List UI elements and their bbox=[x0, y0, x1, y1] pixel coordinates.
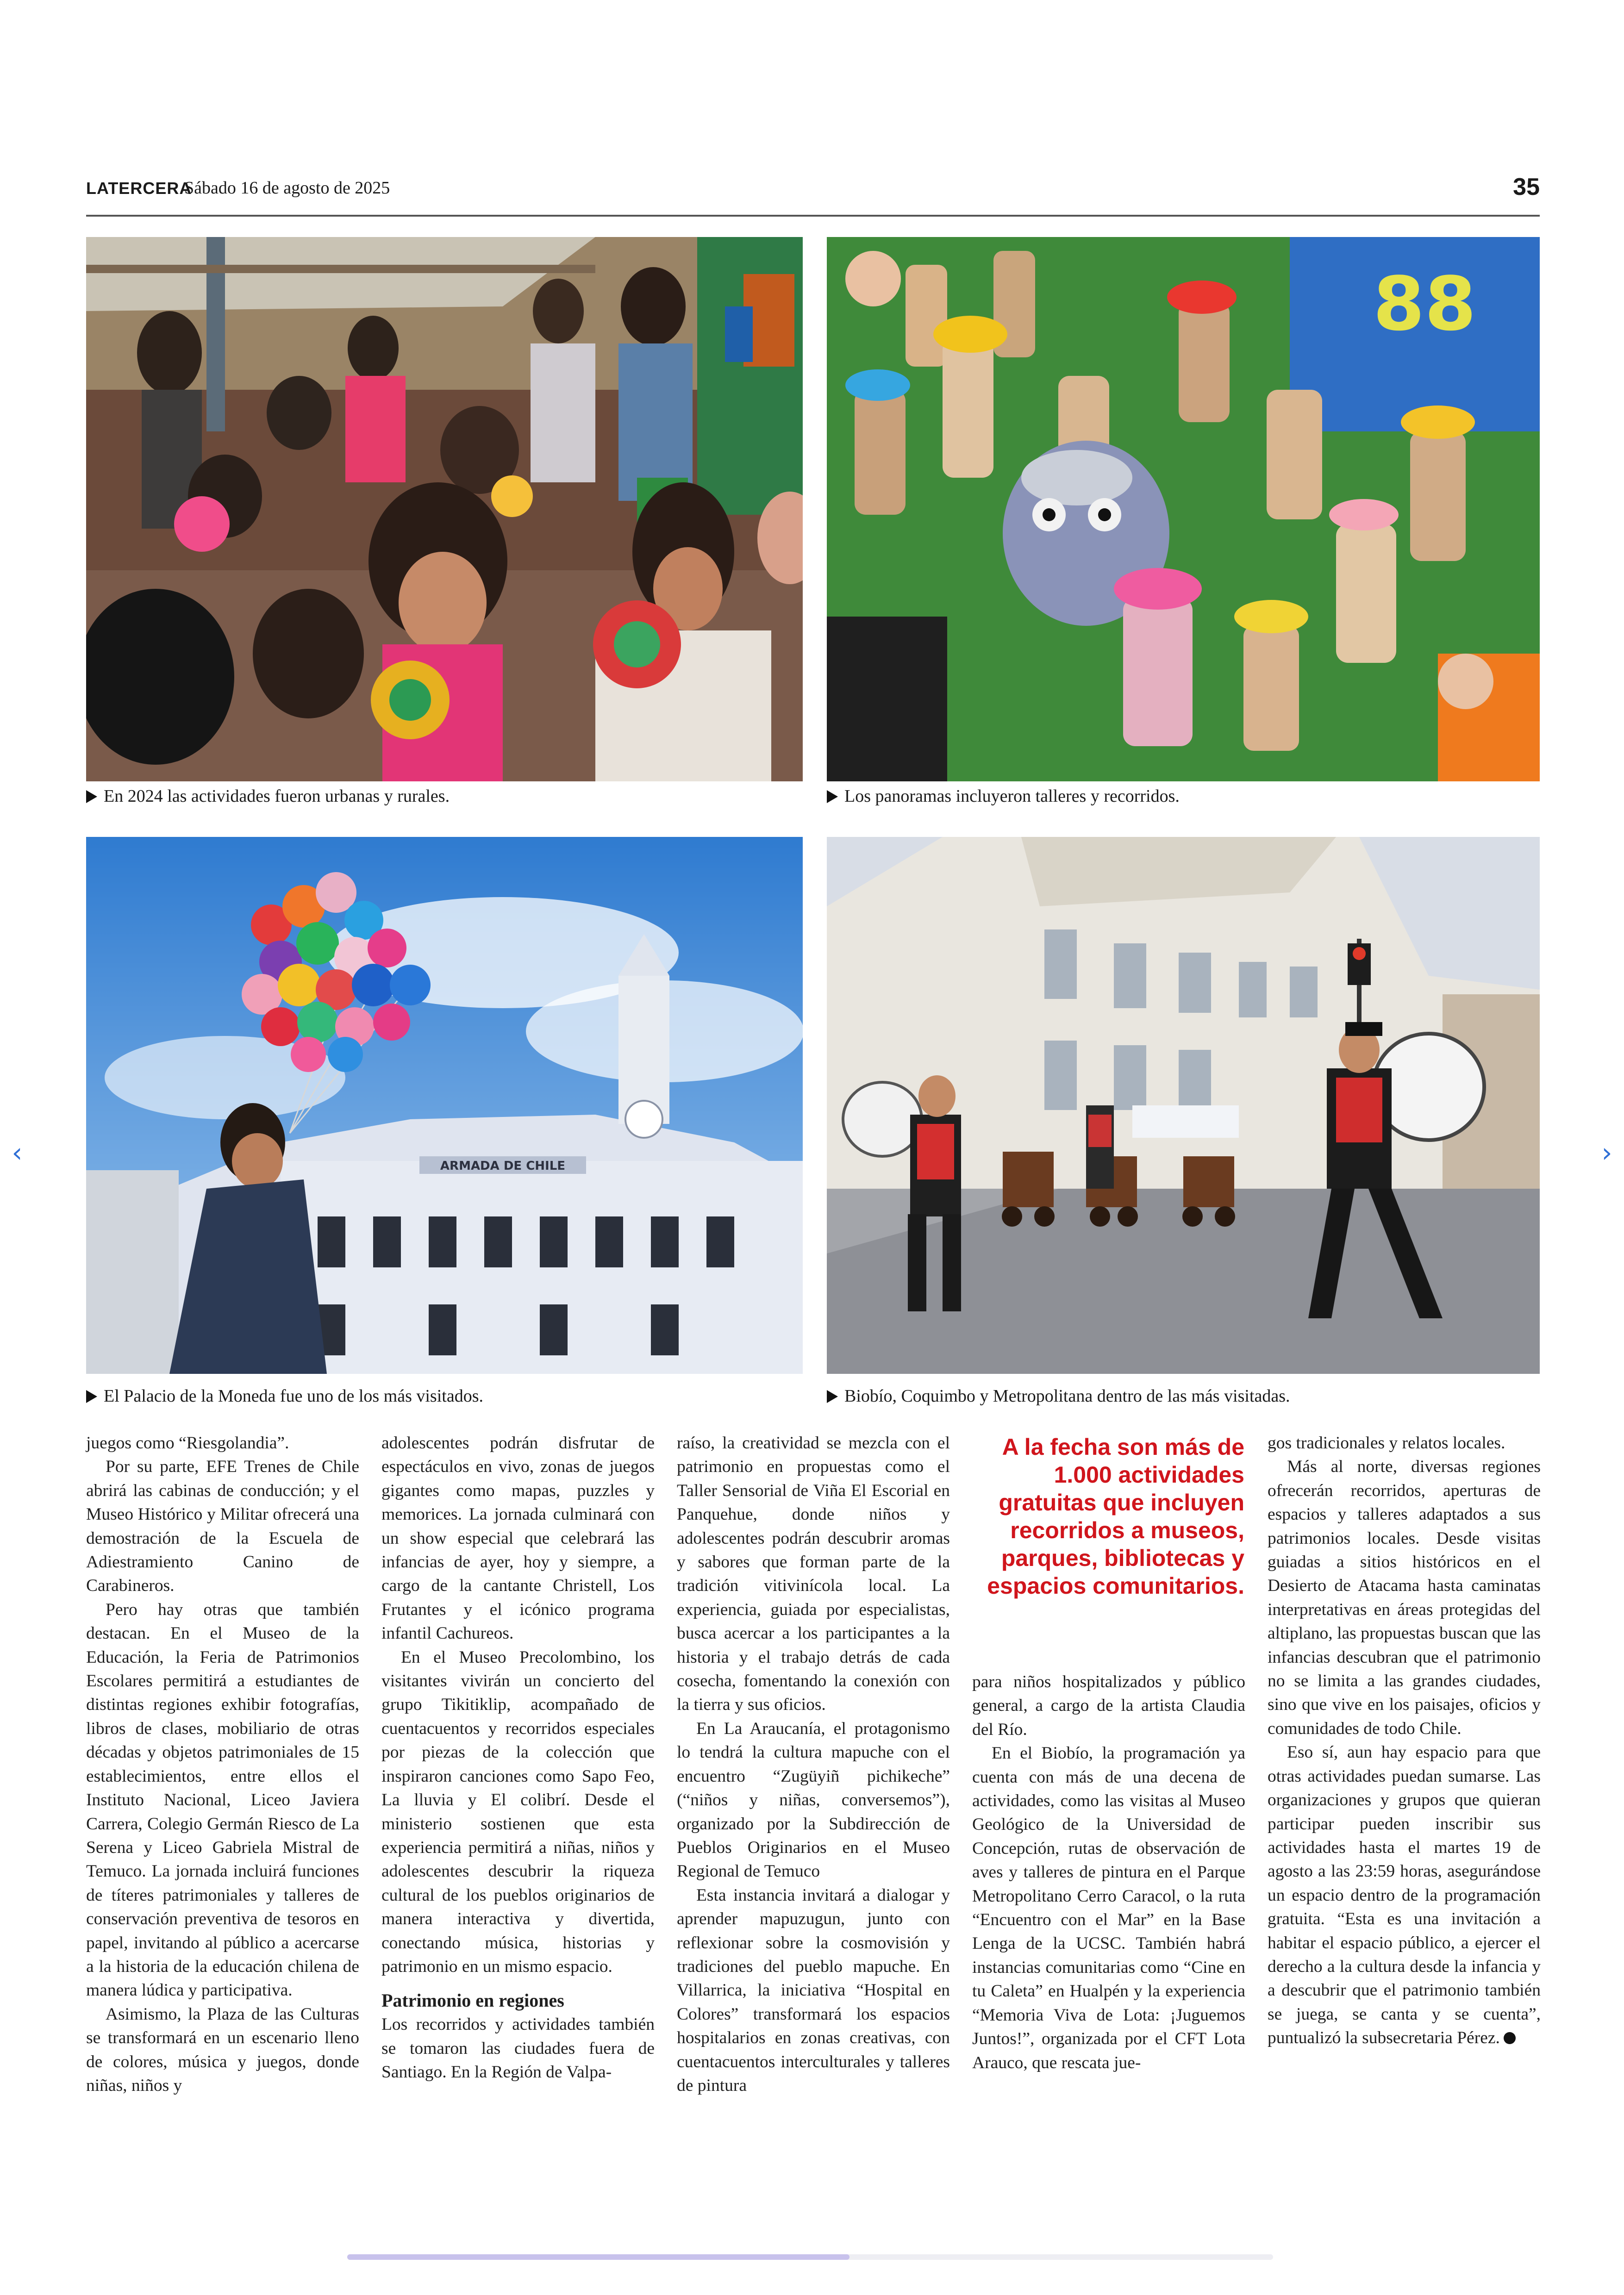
paragraph: Eso sí, aun hay espacio para que otras actividades puedan sumarse. Las organizaciones y grupos que quieran participar pueden inscribir sus actividades hasta el martes 19 de agosto a las 23:59 horas, asegurándose un espacio dentro de la programación gratuita. “Esta es una invitación a habitar el espacio público, a ejercer el derecho a la cultura desde la infancia y a descubrir que el patrimonio también se juega, se canta y se cuenta”, puntualizó la subsecretaria Pérez. bbox=[1268, 1743, 1541, 2048]
photo-drummers bbox=[827, 837, 1540, 1374]
previous-page-icon[interactable]: ‹ bbox=[12, 1137, 23, 1168]
photo-caption: Los panoramas incluyeron talleres y recorridos. bbox=[827, 786, 1180, 806]
paragraph: Pero hay otras que también destacan. En el Museo de la Educación, la Feria de Patrimonios Escolares permitirá a estudiantes de distintas regiones exhibir fotografías, libros de clases, mobiliario de otras décadas y objetos patrimoniales de 15 establecimientos, entre ellos el Instituto Nacional, Liceo Javiera Carrera, Colegio Germán Riesco de La Serena y Liceo Gabriela Mistral de Temuco. La jornada incluirá funciones de títeres patrimoniales y talleres de conservación preventiva de tesoros en papel, invitando al público a acercarse a la historia de la educación chilena de manera lúdica y participativa. bbox=[86, 1600, 359, 2000]
photo-balloons-building bbox=[86, 837, 803, 1374]
caption-triangle-icon bbox=[827, 790, 838, 803]
caption-triangle-icon bbox=[827, 1390, 838, 1403]
pull-quote: A la fecha son más de 1.000 actividades gratuitas que incluyen recorridos a museos, parques, bibliotecas y espacios comunitarios. bbox=[987, 1434, 1244, 1599]
page-header bbox=[86, 175, 1540, 217]
article-column-5 bbox=[1268, 1431, 1541, 2050]
end-of-article-icon bbox=[1504, 2032, 1516, 2044]
photo-caption: En 2024 las actividades fueron urbanas y rurales. bbox=[86, 786, 450, 806]
article-column-2 bbox=[381, 1431, 655, 2084]
issue-date: Sábado 16 de agosto de 2025 bbox=[184, 178, 390, 198]
paragraph: adolescentes podrán disfrutar de espectáculos en vivo, zonas de juegos gigantes como mapas, puzzles y memorices. La jornada culminará con un show especial que celebrará las infancias de ayer, hoy y siempre, a cargo de la cantante Christell, Los Frutantes y el icónico programa infantil Cachureos. bbox=[381, 1434, 655, 1643]
paragraph: Esta instancia invitará a dialogar y aprender mapuzugun, junto con reflexionar sobre la cosmovisión y tradiciones del pueblo mapuche. En Villarrica, la iniciativa “Hospital en Colores” transformará los espacios hospitalarios en zonas creativas, con cuentacuentos interculturales y talleres de pintura bbox=[677, 1885, 950, 2095]
paragraph: En La Araucanía, el protagonismo lo tendrá la cultura mapuche con el encuentro “Zugüyiñ pichikeche” (“niños y niñas, conversemos”), organizado por la Subdirección de Pueblos Originarios en el Museo Regional de Temuco bbox=[677, 1719, 950, 1881]
article-column-1 bbox=[86, 1431, 359, 2097]
scrollbar-thumb[interactable] bbox=[347, 2254, 849, 2260]
photo-museum-children bbox=[86, 237, 803, 781]
caption-triangle-icon bbox=[86, 1390, 97, 1403]
newspaper-brand: LATERCERA bbox=[86, 179, 192, 198]
paragraph: En el Museo Precolombino, los visitantes vivirán un concierto del grupo Tikitiklip, acompañado de cuentacuentos y recorridos especiales por piezas de la colección que inspiraron canciones como Sapo Feo, La lluvia y El colibrí. Desde el ministerio sostienen que esta experiencia permitirá a niñas, niños y adolescentes descubrir la riqueza cultural de los pueblos originarios de manera interactiva y divertida, conectando música, historias y patrimonio en un mismo espacio. bbox=[381, 1647, 655, 1976]
caption-triangle-icon bbox=[86, 790, 97, 803]
article-column-3 bbox=[677, 1431, 950, 2097]
paragraph: Los recorridos y actividades también se tomaron las ciudades fuera de Santiago. En la Región de Valpa- bbox=[381, 2015, 655, 2082]
paragraph: juegos como “Riesgolandia”. bbox=[86, 1434, 289, 1453]
page-number: 35 bbox=[1513, 174, 1540, 200]
photo-caption: El Palacio de la Moneda fue uno de los más visitados. bbox=[86, 1386, 483, 1406]
paragraph: En el Biobío, la programación ya cuenta con más de una decena de actividades, como las visitas al Museo Geológico de la Universidad de Concepción, rutas de observación de aves y talleres de pintura en el Parque Metropolitano Cerro Caracol, o la ruta “Encuentro con el Mar” en la Base Lenga de la UCSC. También habrá instancias comunitarias como “Cine en tu Caleta” en Hualpén y la experiencia “Memoria Viva de Lota: ¡Juguemos Juntos!”, organizada por el CFT Lota Arauco, que rescata jue- bbox=[972, 1744, 1245, 2072]
building-sign: ARMADA DE CHILE bbox=[440, 1159, 566, 1173]
paragraph: Por su parte, EFE Trenes de Chile abrirá las cabinas de conducción; y el Museo Histórico y Militar ofrecerá una demostración de la Escuela de Adiestramiento Canino de Carabineros. bbox=[86, 1457, 359, 1596]
section-heading: Patrimonio en regiones bbox=[381, 1990, 564, 2011]
svg-text:88: 88 bbox=[1373, 261, 1476, 347]
paragraph: raíso, la creatividad se mezcla con el patrimonio en propuestas como el Taller Sensorial de Viña El Escorial en Panquehue, donde niños y adolescentes podrán descubrir aromas y sabores que forman parte de la tradición vitivinícola local. La experiencia, guiada por especialistas, busca acercar a los participantes a la historia y el trabajo detrás de cada cosecha, fomentando la conexión con la tierra y sus oficios. bbox=[677, 1434, 950, 1715]
page-scrollbar[interactable] bbox=[347, 2254, 1273, 2260]
paragraph: Más al norte, diversas regiones ofrecerán recorridos, aperturas de espacios y talleres adaptados a sus patrimonios locales. Desde visitas guiadas a sitios históricos en el Desierto de Atacama hasta caminatas interpretativas en áreas protegidas del altiplano, las propuestas buscan que las infancias descubran que el patrimonio no se limita a las grandes ciudades, sino que vive en los paisajes, oficios y comunidades de todo Chile. bbox=[1268, 1457, 1541, 1738]
next-page-icon[interactable]: › bbox=[1601, 1137, 1612, 1168]
paragraph: gos tradicionales y relatos locales. bbox=[1268, 1434, 1505, 1453]
photo-caption: Biobío, Coquimbo y Metropolitana dentro de las más visitadas. bbox=[827, 1386, 1290, 1406]
photo-puppets bbox=[827, 237, 1540, 781]
paragraph: Asimismo, la Plaza de las Culturas se transformará en un escenario lleno de colores, música y juegos, donde niñas, niños y bbox=[86, 2004, 359, 2095]
paragraph: para niños hospitalizados y público general, a cargo de la artista Claudia del Río. bbox=[972, 1672, 1245, 1739]
article-column-4 bbox=[972, 1670, 1245, 2075]
